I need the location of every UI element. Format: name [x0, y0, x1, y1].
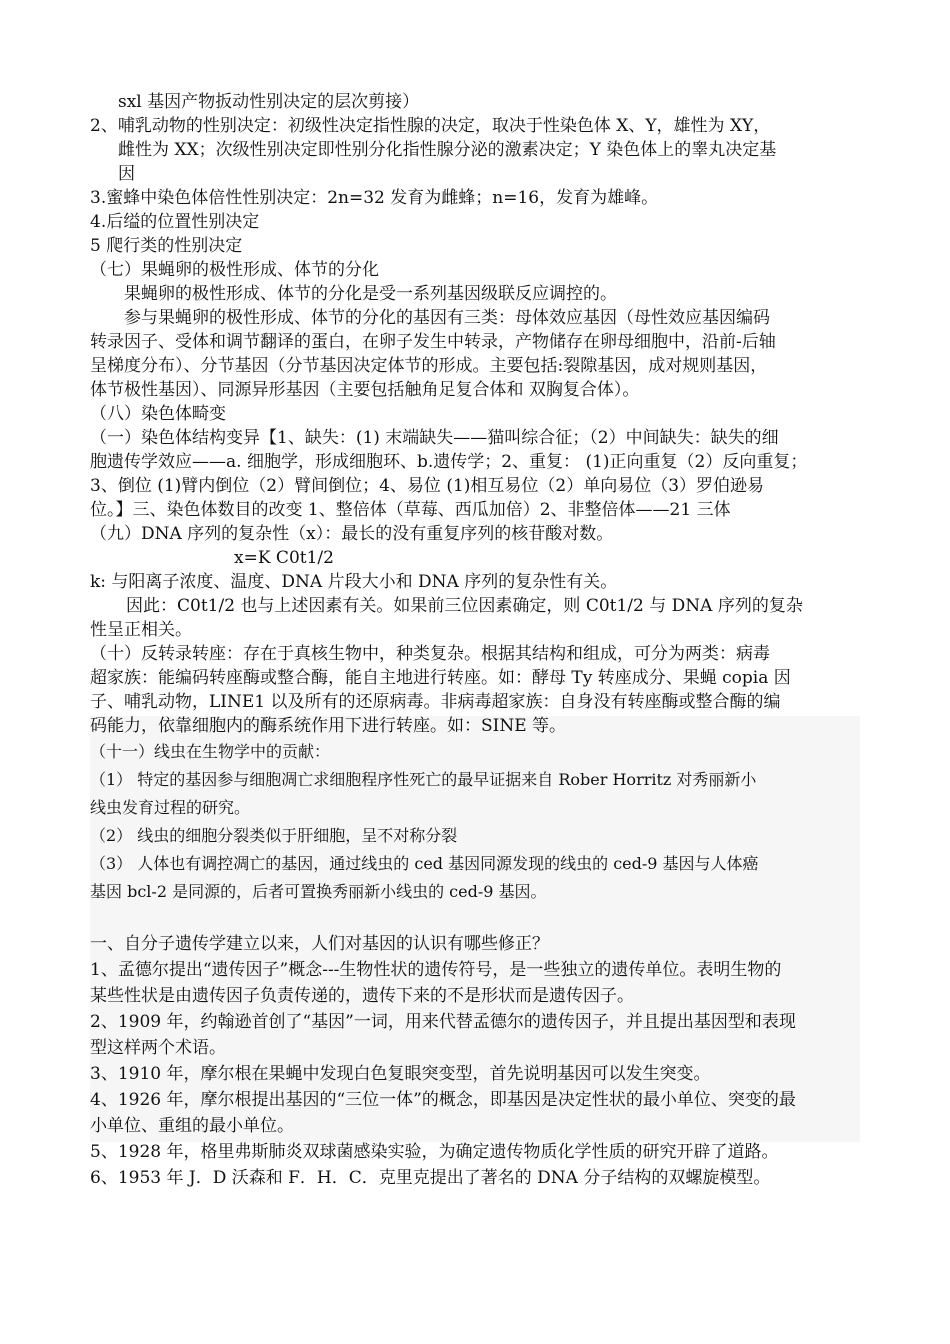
text-line: （2） 线虫的细胞分裂类似于肝细胞，呈不对称分裂 — [90, 826, 458, 845]
text-line: sxl 基因产物扳动性别决定的层次剪接） — [118, 92, 420, 112]
text-line: （1） 特定的基因参与细胞凋亡求细胞程序性死亡的最早证据来自 Rober Horritz 对秀丽新小 — [90, 770, 757, 789]
text-line: 码能力，依靠细胞内的酶系统作用下进行转座。如：SINE 等。 — [90, 716, 567, 736]
text-line: 3、倒位 (1)臂内倒位（2）臂间倒位；4、易位 (1)相互易位（2）单向易位（3）罗伯逊易 — [90, 476, 765, 496]
section-heading: （八）染色体畸变 — [90, 404, 226, 424]
text-line: 1、孟德尔提出“遗传因子”概念---生物性状的遗传符号，是一些独立的遗传单位。表明生物的 — [90, 960, 782, 980]
text-line: （一）染色体结构变异【1、缺失：(1) 末端缺失——猫叫综合征；（2）中间缺失：缺失的细 — [90, 428, 779, 448]
text-line: 转录因子、受体和调节翻译的蛋白，在卵子发生中转录，产物储存在卵母细胞中，沿前-后轴 — [90, 332, 776, 352]
section-heading: （十）反转录转座：存在于真核生物中，种类复杂。根据其结构和组成，可分为两类：病毒 — [90, 644, 770, 664]
text-line: 呈梯度分布）、分节基因（分节基因决定体节的形成。主要包括:裂隙基因，成对规则基因， — [90, 356, 768, 376]
text-line: 2、哺乳动物的性别决定：初级性决定指性腺的决定，取决于性染色体 X、Y，雄性为 XY， — [90, 116, 771, 136]
text-line: 5 爬行类的性别决定 — [90, 236, 243, 256]
text-line: 位。】三、染色体数目的改变 1、整倍体（草莓、西瓜加倍）2、非整倍体——21 三体 — [90, 500, 731, 520]
text-line: 参与果蝇卵的极性形成、体节的分化的基因有三类：母体效应基因（母性效应基因编码 — [124, 308, 770, 328]
text-line: 3、1910 年，摩尔根在果蝇中发现白色复眼突变型，首先说明基因可以发生突变。 — [90, 1064, 711, 1084]
text-line: 4.后缢的位置性别决定 — [90, 212, 260, 232]
question-heading: 一、自分子遗传学建立以来，人们对基因的认识有哪些修正？ — [90, 934, 549, 954]
text-line: 4、1926 年，摩尔根提出基因的“三位一体”的概念，即基因是决定性状的最小单位、突变的最 — [90, 1090, 796, 1110]
formula-line: x=K C0t1/2 — [234, 548, 334, 568]
section-heading: （十一）线虫在生物学中的贡献： — [90, 742, 331, 761]
text-line: 基因 bcl-2 是同源的，后者可置换秀丽新小线虫的 ced-9 基因。 — [90, 882, 547, 901]
text-line: 子、哺乳动物，LINE1 以及所有的还原病毒。非病毒超家族：自身没有转座酶或整合酶的编 — [90, 692, 781, 712]
text-line: 线虫发育过程的研究。 — [90, 798, 251, 817]
text-line: 超家族：能编码转座酶或整合酶，能自主地进行转座。如：酵母 Ty 转座成分、果蝇 copia 因 — [90, 668, 791, 688]
text-line: k: 与阳离子浓度、温度、DNA 片段大小和 DNA 序列的复杂性有关。 — [90, 572, 618, 592]
text-line: 因此：C0t1/2 也与上述因素有关。如果前三位因素确定，则 C0t1/2 与 DNA 序列的复杂 — [126, 596, 803, 616]
text-line: （3） 人体也有调控凋亡的基因，通过线虫的 ced 基因同源发现的线虫的 ced-9 基因与人体癌 — [90, 854, 759, 873]
text-line: 小单位、重组的最小单位。 — [90, 1116, 294, 1136]
text-line: 2、1909 年，约翰逊首创了“基因”一词，用来代替孟德尔的遗传因子，并且提出基因型和表现 — [90, 1012, 796, 1032]
text-line: 雌性为 XX；次级性别决定即性别分化指性腺分泌的激素决定；Y 染色体上的睾丸决定基 — [118, 140, 777, 160]
text-line: 某些性状是由遗传因子负责传递的，遗传下来的不是形状而是遗传因子。 — [90, 986, 634, 1006]
text-line: 3.蜜蜂中染色体倍性性别决定：2n=32 发育为雌蜂；n=16，发育为雄峰。 — [90, 188, 659, 208]
text-line: 因 — [118, 164, 135, 184]
text-line: 体节极性基因）、同源异形基因（主要包括触角足复合体和 双胸复合体）。 — [90, 380, 640, 400]
text-line: 胞遗传学效应——a. 细胞学，形成细胞环、b.遗传学；2、重复： (1)正向重复（2）反向重复； — [90, 452, 808, 472]
text-line: 5、1928 年，格里弗斯肺炎双球菌感染实验，为确定遗传物质化学性质的研究开辟了道路。 — [90, 1142, 779, 1162]
text-line: 6、1953 年 J．D 沃森和 F．H．C．克里克提出了著名的 DNA 分子结构的双螺旋模型。 — [90, 1168, 771, 1188]
text-line: 性呈正相关。 — [90, 620, 192, 640]
text-line: 型这样两个术语。 — [90, 1038, 226, 1058]
text-line: 果蝇卵的极性形成、体节的分化是受一系列基因级联反应调控的。 — [124, 284, 617, 304]
section-heading: （九）DNA 序列的复杂性（x）：最长的没有重复序列的核苷酸对数。 — [90, 524, 614, 544]
section-heading: （七）果蝇卵的极性形成、体节的分化 — [90, 260, 379, 280]
